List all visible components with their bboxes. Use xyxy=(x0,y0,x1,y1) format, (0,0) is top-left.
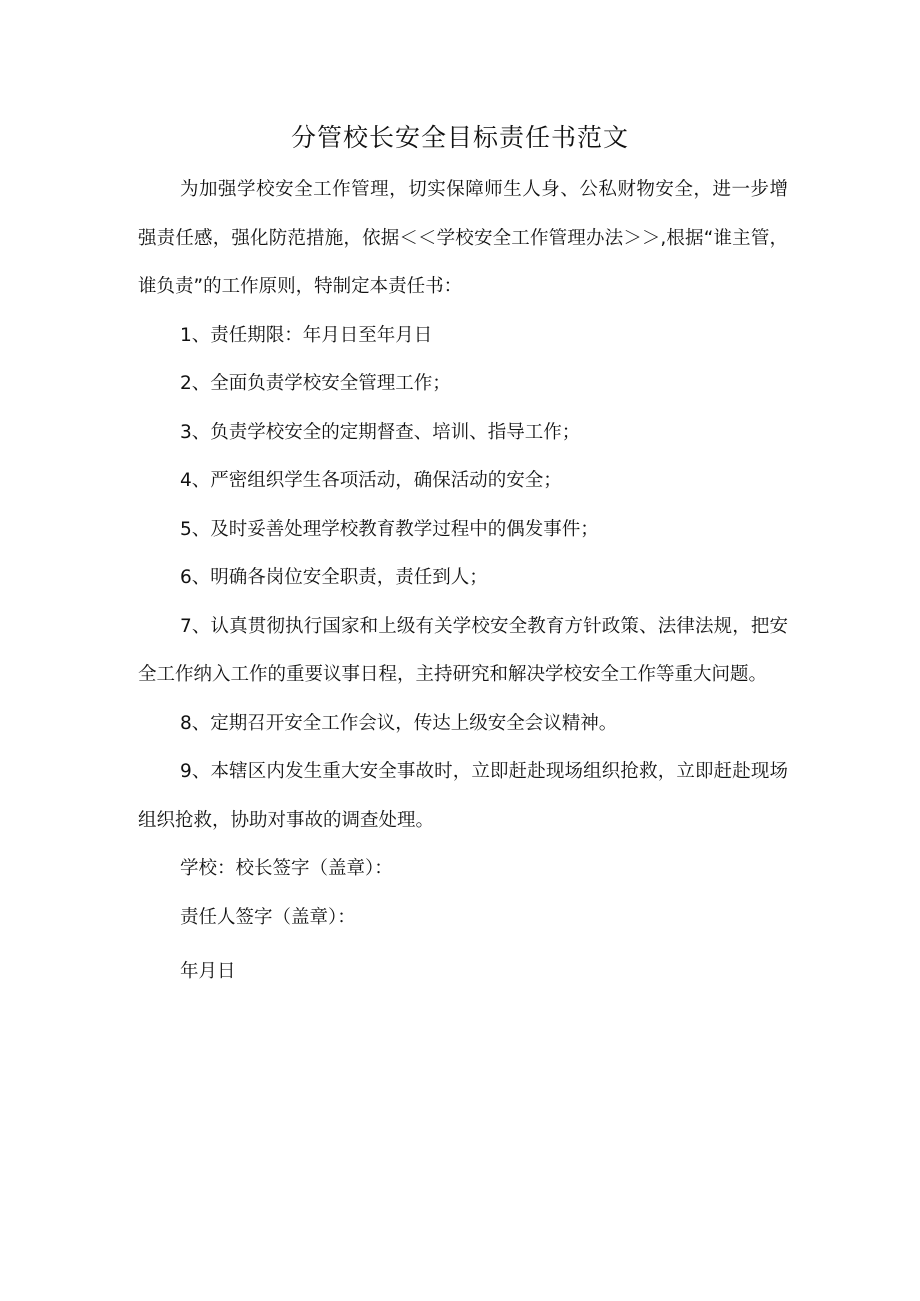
item-9: 9、本辖区内发生重大安全事故时，立即赶赴现场组织抢救，立即赶赴现场组织抢救，协助对事故的调查处理。 xyxy=(138,761,788,831)
date-line: 年月日 xyxy=(180,961,236,982)
item-3: 3、负责学校安全的定期督查、培训、指导工作； xyxy=(180,421,581,443)
item-6: 6、明确各岗位安全职责，责任到人； xyxy=(180,567,488,588)
item-7: 7、认真贯彻执行国家和上级有关学校安全教育方针政策、法律法规，把安全工作纳入工作的重要议事日程，主持研究和解决学校安全工作等重大问题。 xyxy=(138,615,788,685)
document-body xyxy=(138,166,788,997)
item-2: 2、全面负责学校安全管理工作； xyxy=(180,373,451,394)
item-8: 8、定期召开安全工作会议，传达上级安全会议精神。 xyxy=(180,712,618,734)
document-title: 分管校长安全目标责任书范文 xyxy=(290,123,629,152)
school-signature-line: 学校：校长签字（盖章）： xyxy=(180,858,393,879)
intro-paragraph: 为加强学校安全工作管理，切实保障师生人身、公私财物安全，进一步增强责任感，强化防范措施，依据＜＜学校安全工作管理办法＞＞,根据“谁主管，谁负责”的工作原则，特制定本责任书： xyxy=(138,179,788,297)
item-4: 4、严密组织学生各项活动，确保活动的安全； xyxy=(180,470,562,491)
item-5: 5、及时妥善处理学校教育教学过程中的偶发事件； xyxy=(180,518,599,540)
responsible-signature-line: 责任人签字（盖章）： xyxy=(180,906,356,928)
item-1: 1、责任期限：年月日至年月日 xyxy=(180,324,433,346)
